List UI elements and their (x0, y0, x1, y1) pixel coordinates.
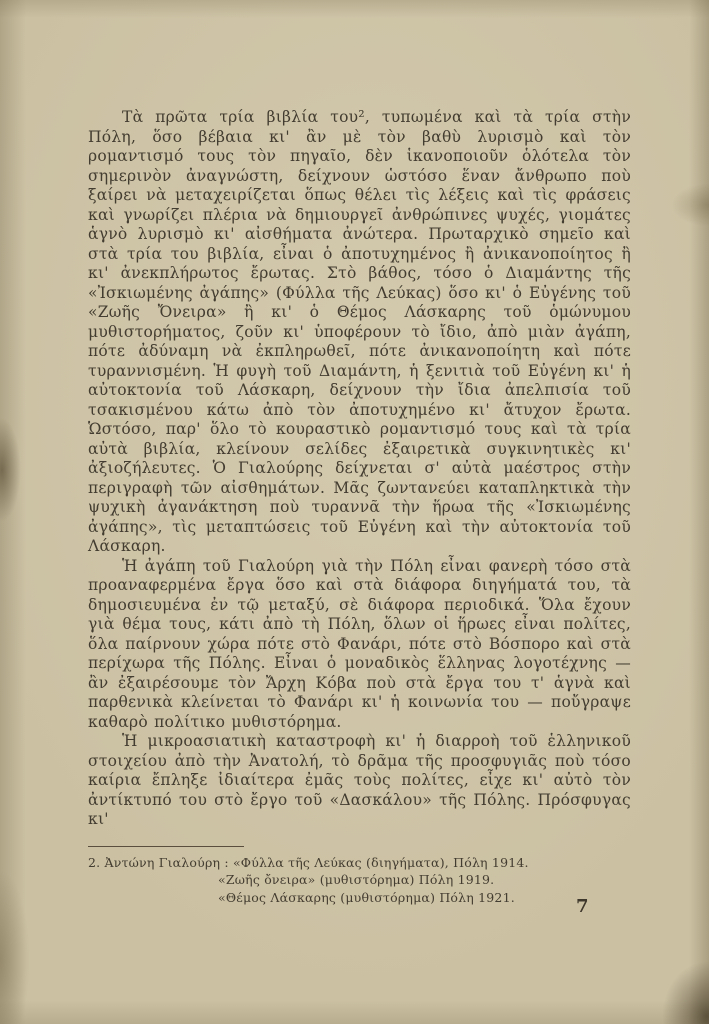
footnote-line: «Ζωῆς ὄνειρα» (μυθιστόρημα) Πόλη 1919. (218, 872, 495, 887)
paragraph-1: Τὰ πρῶτα τρία βιβλία του², τυπωμένα καὶ τὰ τρία στὴν Πόλη, ὅσο βέβαια κι' ἂν μὲ τὸν βαθὺ λυρισμὸ καὶ τὸν ρομαντισμό τους τὸν πηγαῖο, δὲν ἱκανοποιοῦν ὁλότελα τὸν σημερινὸν ἀναγνώστη, δείχνουν ὡστόσο ἕναν ἄνθρωπο ποὺ ξαίρει νὰ μεταχειρίζεται ὅπως θέλει τὶς λέξεις καὶ τὶς φράσεις καὶ γνωρίζει πλέρια νὰ δημιουργεῖ ἀνθρώπινες ψυχές, γιομάτες ἁγνὸ λυρισμὸ κι' αἰσθήματα ἀνώτερα. Πρωταρχικὸ σημεῖο καὶ στὰ τρία του βιβλία, εἶναι ὁ ἀποτυχημένος ἢ ἀνικανοποίητος ἢ κι' ἀνεκπλήρωτος ἔρωτας. Στὸ βάθος, τόσο ὁ Διαμάντης τῆς «Ἰσκιωμένης ἀγάπης» (Φύλλα τῆς Λεύκας) ὅσο κι' ὁ Εὐγένης τοῦ «Ζωῆς Ὄνειρα» ἢ κι' ὁ Θέμος Λάσκαρης τοῦ ὁμώνυμου μυθιστορήματος, ζοῦν κι' ὑποφέρουν τὸ ἴδιο, ἀπὸ μιὰν ἀγάπη, πότε ἀδύναμη νὰ ἐκπληρωθεῖ, πότε ἀνικανοποίητη καὶ πότε τυραννισμένη. Ἡ φυγὴ τοῦ Διαμάντη, ἡ ξενιτιὰ τοῦ Εὐγένη κι' ἡ αὐτοκτονία τοῦ Λάσκαρη, δείχνουν τὴν ἴδια ἀπελπισία τοῦ τσακισμένου κάτω ἀπὸ τὸν ἀποτυχημένο κι' ἄτυχον ἔρωτα. Ὡστόσο, παρ' ὅλο τὸ κουραστικὸ ρομαντισμό τους καὶ τὰ τρία αὐτὰ βιβλία, κλείνουν σελίδες ἐξαιρετικὰ συγκινητικὲς κι' ἀξιοζήλευτες. Ὁ Γιαλούρης δείχνεται σ' αὐτὰ μαέστρος στὴν περιγραφὴ τῶν αἰσθημάτων. Μᾶς ζωντανεύει καταπληκτικὰ τὴν ψυχικὴ ἀγανάκτηση ποὺ τυραννᾶ τὴν ἥρωα τῆς «Ἰσκιωμένης ἀγάπης», τὶς μεταπτώσεις τοῦ Εὐγένη καὶ τὴν αὐτοκτονία τοῦ Λάσκαρη. (88, 108, 631, 555)
footnote (88, 846, 631, 907)
footnote-line: 2. Ἀντώνη Γιαλούρη : «Φύλλα τῆς Λεύκας (διηγήματα), Πόλη 1914. (88, 854, 529, 870)
footnote-divider (88, 846, 244, 847)
footnote-line: «Θέμος Λάσκαρης (μυθιστόρημα) Πόλη 1921. (218, 889, 515, 905)
page-number: 7 (576, 896, 589, 917)
paragraph-2: Ἡ ἀγάπη τοῦ Γιαλούρη γιὰ τὴν Πόλη εἶναι φανερὴ τόσο στὰ προαναφερμένα ἔργα ὅσο καὶ στὰ διάφορα διηγήματά του, τὰ δημοσιευμένα ἐν τῷ μεταξύ, σὲ διάφορα περιοδικά. Ὅλα ἔχουν γιὰ θέμα τους, κάτι ἀπὸ τὴ Πόλη, ὅλων οἱ ἥρωες εἶναι πολίτες, ὅλα παίρνουν χώρα πότε στὸ Φανάρι, πότε στὸ Βόσπορο καὶ στὰ περίχωρα τῆς Πόλης. Εἶναι ὁ μοναδικὸς ἕλληνας λογοτέχνης — ἂν ἐξαιρέσουμε τὸν Ἄρχη Κόβα ποὺ στὰ ἔργα του τ' ἁγνὰ καὶ παρθενικὰ κλείνεται τὸ Φανάρι κι' ἡ κοινωνία του — ποὔγραψε καθαρὸ πολίτικο μυθιστόρημα. (88, 556, 631, 731)
paragraph-3: Ἡ μικροασιατικὴ καταστροφὴ κι' ἡ διαρροὴ τοῦ ἑλληνικοῦ στοιχείου ἀπὸ τὴν Ἀνατολή, τὸ δρᾶμα τῆς προσφυγιᾶς ποὺ τόσο καίρια ἔπληξε ἰδιαίτερα ἐμᾶς τοὺς πολίτες, εἶχε κι' αὐτὸ τὸν ἀντίκτυπό του στὸ ἔργο τοῦ «Δασκάλου» τῆς Πόλης. Πρόσφυγας κι' (88, 732, 631, 828)
page-text (88, 108, 631, 906)
